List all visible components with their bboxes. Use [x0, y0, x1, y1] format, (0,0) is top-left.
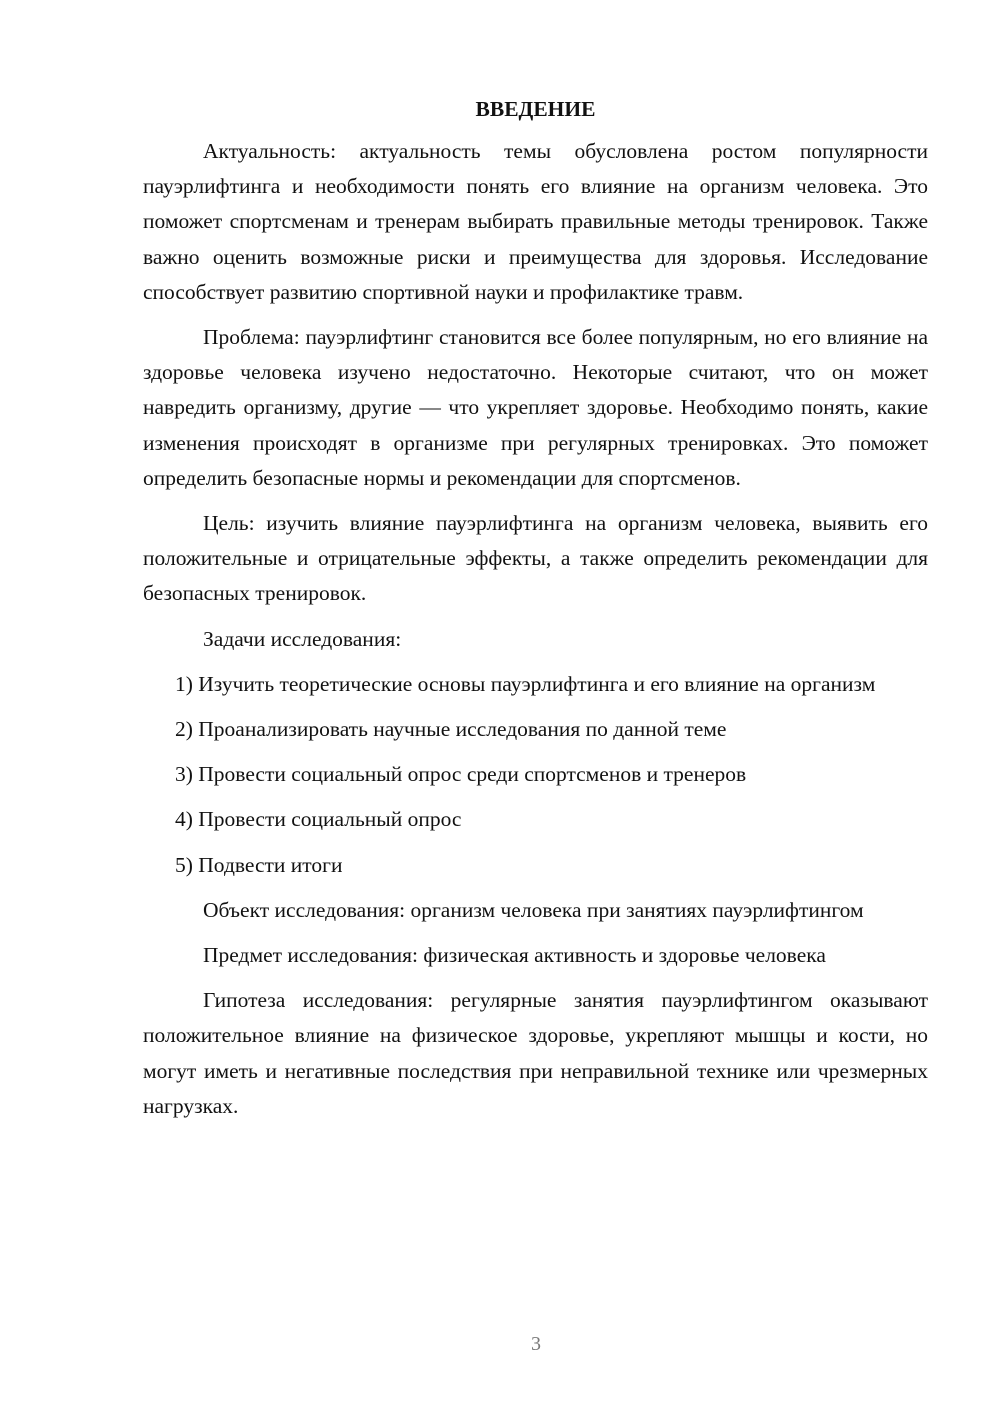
- task-item-1: 1) Изучить теоретические основы пауэрлифтинга и его влияние на организм: [175, 671, 876, 696]
- page-number: 3: [531, 1333, 541, 1355]
- page-title: ВВЕДЕНИЕ: [475, 97, 596, 121]
- task-item-3: 3) Провести социальный опрос среди спортсменов и тренеров: [175, 762, 747, 787]
- task-item-5: 5) Подвести итоги: [175, 852, 343, 877]
- task-item-2: 2) Проанализировать научные исследования по данной теме: [175, 717, 727, 742]
- relevance-paragraph: Актуальность: актуальность темы обусловлена ростом популярности пауэрлифтинга и необходимости понять его влияние на организм человека. Это поможет спортсменам и тренерам выбирать правильные методы тренировок. Также важно оценить возможные риски и преимущества для здоровья. Исследование способствует развитию спортивной науки и профилактике травм.: [143, 139, 928, 304]
- object-paragraph: Объект исследования: организм человека при занятиях пауэрлифтингом: [203, 897, 864, 922]
- goal-paragraph: Цель: изучить влияние пауэрлифтинга на организм человека, выявить его положительные и отрицательные эффекты, а также определить рекомендации для безопасных тренировок.: [143, 511, 928, 606]
- subject-paragraph: Предмет исследования: физическая активность и здоровье человека: [203, 943, 826, 968]
- problem-paragraph: Проблема: пауэрлифтинг становится все более популярным, но его влияние на здоровье человека изучено недостаточно. Некоторые считают, что он может навредить организму, другие — что укрепляет здоровье. Необходимо понять, какие изменения происходят в организме при регулярных тренировках. Это поможет определить безопасные нормы и рекомендации для спортсменов.: [143, 325, 928, 490]
- hypothesis-paragraph: Гипотеза исследования: регулярные занятия пауэрлифтингом оказывают положительное влияние на физическое здоровье, укрепляют мышцы и кости, но могут иметь и негативные последствия при неправильной технике или чрезмерных нагрузках.: [143, 988, 928, 1118]
- tasks-heading: Задачи исследования:: [203, 626, 402, 651]
- task-item-4: 4) Провести социальный опрос: [175, 807, 462, 832]
- page-content: [143, 92, 928, 1124]
